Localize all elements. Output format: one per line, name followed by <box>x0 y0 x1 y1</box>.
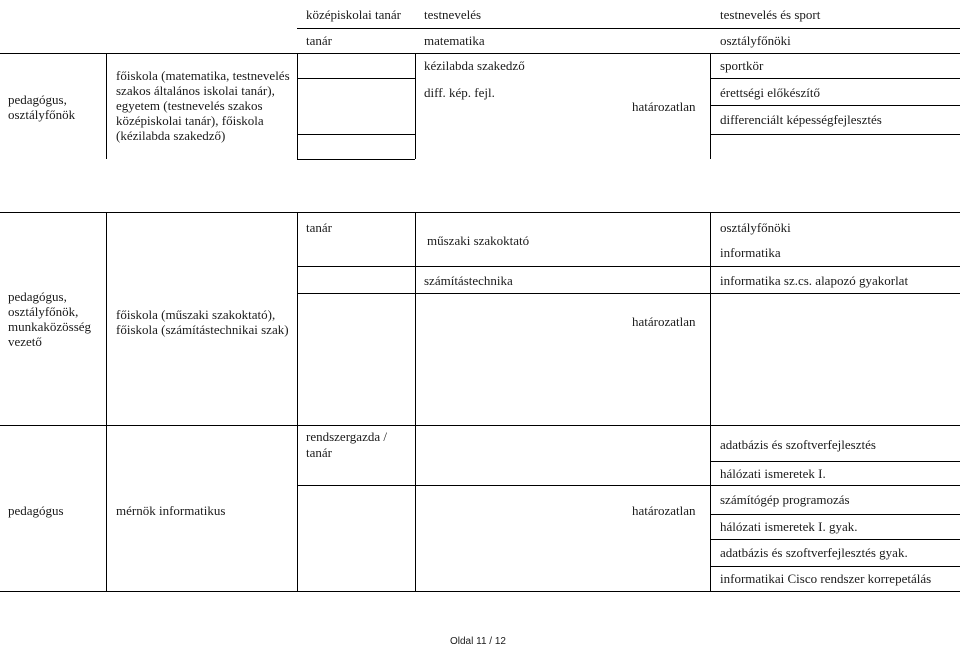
row2-line <box>297 266 960 267</box>
row3-line <box>710 425 711 591</box>
education-cell: mérnök informatikus <box>116 503 226 518</box>
task-cell: hálózati ismeretek I. <box>720 466 826 481</box>
role-cell: vezető <box>8 334 42 349</box>
row1-line <box>710 78 960 79</box>
row1-line <box>297 159 415 160</box>
duration-cell: határozatlan <box>632 314 696 329</box>
role-cell: munkaközösség <box>8 319 92 334</box>
role-cell: pedagógus, <box>8 289 67 304</box>
education-cell: (kézilabda szakedző) <box>116 128 226 143</box>
task-cell: informatika <box>720 245 781 260</box>
task-cell: érettségi előkészítő <box>720 85 820 100</box>
education-cell: főiskola (műszaki szakoktató), <box>116 307 276 322</box>
duration-cell: határozatlan <box>632 503 696 518</box>
row3-line <box>297 425 298 591</box>
position-cell: tanár <box>306 445 332 460</box>
task-cell: informatika sz.cs. alapozó gyakorlat <box>720 273 909 288</box>
subject-cell: diff. kép. fejl. <box>424 85 495 100</box>
subject-cell: számítástechnika <box>424 273 513 288</box>
row3-line <box>415 425 416 591</box>
row3-line <box>106 425 107 591</box>
task-cell: informatikai Cisco rendszer korrepetálás <box>720 571 932 586</box>
subject-cell: matematika <box>424 33 485 48</box>
task-cell: osztályfőnöki <box>720 33 791 48</box>
position-cell: középiskolai tanár <box>306 7 401 22</box>
role-cell: pedagógus, <box>8 92 67 107</box>
task-cell: osztályfőnöki <box>720 220 791 235</box>
row2-line <box>106 212 107 425</box>
row2-line <box>297 293 960 294</box>
position-cell: tanár <box>306 33 332 48</box>
task-cell: differenciált képességfejlesztés <box>720 112 882 127</box>
row1-line <box>710 105 960 106</box>
row2-line <box>710 212 711 425</box>
education-cell: szakos általános iskolai tanár), <box>116 83 275 98</box>
row1-line <box>297 78 415 79</box>
position-cell: rendszergazda / <box>306 429 387 444</box>
subject-cell: testnevelés <box>424 7 482 22</box>
task-cell: adatbázis és szoftverfejlesztés gyak. <box>720 545 908 560</box>
education-cell: főiskola (számítástechnikai szak) <box>116 322 289 337</box>
row1-line <box>710 53 711 159</box>
row2-line <box>297 212 298 425</box>
task-cell: testnevelés és sport <box>720 7 821 22</box>
row3-line <box>297 485 960 486</box>
row3-line <box>710 566 960 567</box>
education-cell: középiskolai tanár), főiskola <box>116 113 264 128</box>
education-cell: főiskola (matematika, testnevelés <box>116 68 290 83</box>
row1-line <box>710 134 960 135</box>
role-cell: pedagógus <box>8 503 64 518</box>
row3-line <box>710 539 960 540</box>
row2-line <box>415 212 416 425</box>
row1-line <box>415 53 416 159</box>
role-cell: osztályfőnök <box>8 107 76 122</box>
task-cell: adatbázis és szoftverfejlesztés <box>720 437 876 452</box>
row3-line <box>710 461 960 462</box>
subject-cell: műszaki szakoktató <box>427 233 530 248</box>
row3-line <box>0 425 960 426</box>
row1-line <box>297 53 298 159</box>
row1-line <box>106 53 107 159</box>
row1-line <box>297 134 415 135</box>
task-cell: számítógép programozás <box>720 492 850 507</box>
row2-line <box>0 212 960 213</box>
row3-line <box>710 514 960 515</box>
row3-line <box>0 591 960 592</box>
subject-cell: kézilabda szakedző <box>424 58 525 73</box>
education-cell: egyetem (testnevelés szakos <box>116 98 263 113</box>
position-cell: tanár <box>306 220 332 235</box>
row1-line <box>0 53 960 54</box>
role-cell: osztályfőnök, <box>8 304 79 319</box>
page-number: Oldal 11 / 12 <box>450 636 506 647</box>
duration-cell: határozatlan <box>632 99 696 114</box>
task-cell: sportkör <box>720 58 764 73</box>
task-cell: hálózati ismeretek I. gyak. <box>720 519 858 534</box>
row1-line <box>297 28 960 29</box>
